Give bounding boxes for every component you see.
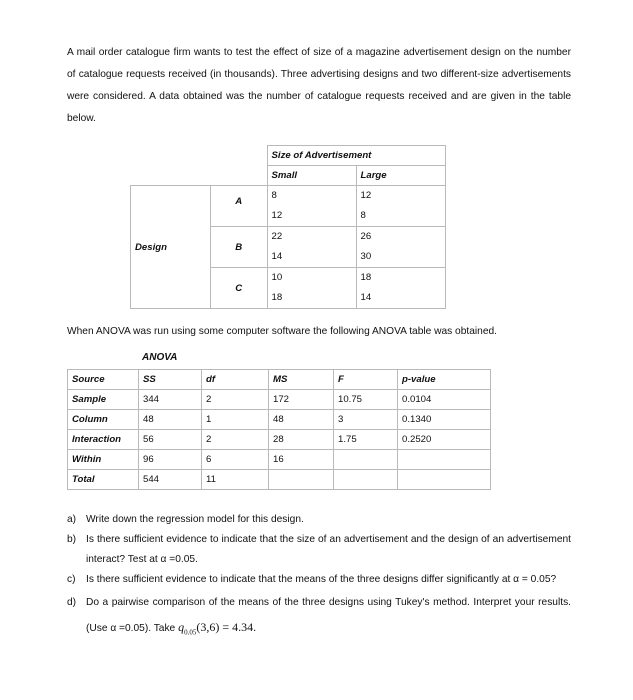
anova-cell: 0.2520: [398, 430, 491, 450]
anova-title: ANOVA: [142, 352, 178, 363]
anova-cell: [398, 470, 491, 490]
anova-cell: 10.75: [334, 390, 398, 410]
table-row: [68, 430, 491, 450]
anova-table: [67, 369, 491, 490]
col-large: Large: [356, 166, 445, 186]
list-item: a) Write down the regression model for this design.: [67, 514, 304, 525]
design-cell: 8 12: [267, 186, 356, 227]
anova-cell: 16: [269, 450, 334, 470]
list-item: c) Is there sufficient evidence to indicate that the means of the three designs differ significantly at α = 0.05?: [67, 574, 557, 585]
anova-cell: 544: [139, 470, 202, 490]
tukey-formula: $q_{0.05}(3,6) = 4.34$.: [178, 620, 257, 637]
design-table: [130, 145, 446, 309]
anova-header: Source: [68, 370, 139, 390]
anova-cell: 0.0104: [398, 390, 491, 410]
anova-cell: 28: [269, 430, 334, 450]
anova-cell: Within: [68, 450, 139, 470]
anova-cell: 2: [202, 430, 269, 450]
anova-cell: 344: [139, 390, 202, 410]
col-small: Small: [267, 166, 356, 186]
intro-paragraph: A mail order catalogue firm wants to test the effect of size of a magazine advertisement design on the number of catalogue requests received (in thousands). Three advertising designs and two different-size advertisements were considered. A data obtained was the number of catalogue requests received and are given in the table below.: [67, 47, 571, 124]
anova-header: SS: [139, 370, 202, 390]
anova-cell: [334, 470, 398, 490]
design-cell: 18 14: [356, 268, 445, 309]
size-header: Size of Advertisement: [267, 146, 445, 166]
anova-cell: 2: [202, 390, 269, 410]
list-item: b) Is there sufficient evidence to indicate that the size of an advertisement and the design of an advertisement interact? Test at α =0.05.: [67, 534, 571, 565]
table-row: [68, 410, 491, 430]
anova-cell: Total: [68, 470, 139, 490]
table-row: [68, 370, 491, 390]
anova-header: df: [202, 370, 269, 390]
design-cell: 22 14: [267, 227, 356, 268]
design-cell: 12 8: [356, 186, 445, 227]
anova-header: F: [334, 370, 398, 390]
anova-cell: 11: [202, 470, 269, 490]
anova-header: p-value: [398, 370, 491, 390]
anova-cell: 56: [139, 430, 202, 450]
anova-intro: When ANOVA was run using some computer software the following ANOVA table was obtained.: [67, 326, 497, 337]
anova-cell: Column: [68, 410, 139, 430]
design-cell: 26 30: [356, 227, 445, 268]
design-row-label: B: [211, 227, 268, 268]
table-row: [68, 470, 491, 490]
anova-cell: 3: [334, 410, 398, 430]
anova-cell: 6: [202, 450, 269, 470]
question-list: [67, 510, 571, 645]
design-cell: 10 18: [267, 268, 356, 309]
anova-cell: Interaction: [68, 430, 139, 450]
anova-cell: 48: [139, 410, 202, 430]
table-row: [68, 390, 491, 410]
design-label: Design: [131, 186, 211, 309]
table-row: [68, 450, 491, 470]
anova-cell: 172: [269, 390, 334, 410]
anova-cell: 96: [139, 450, 202, 470]
anova-header: MS: [269, 370, 334, 390]
anova-cell: 1: [202, 410, 269, 430]
list-item: d) Do a pairwise comparison of the means of the three designs using Tukey's method. Interpret your results. (Use α =0.05). Take $q_{0.05}(3,6) = 4.34$.: [67, 597, 571, 637]
anova-cell: [334, 450, 398, 470]
design-row-label: C: [211, 268, 268, 309]
anova-cell: 1.75: [334, 430, 398, 450]
anova-cell: 48: [269, 410, 334, 430]
anova-cell: 0.1340: [398, 410, 491, 430]
design-row-label: A: [211, 186, 268, 227]
anova-cell: [269, 470, 334, 490]
anova-cell: Sample: [68, 390, 139, 410]
anova-cell: [398, 450, 491, 470]
